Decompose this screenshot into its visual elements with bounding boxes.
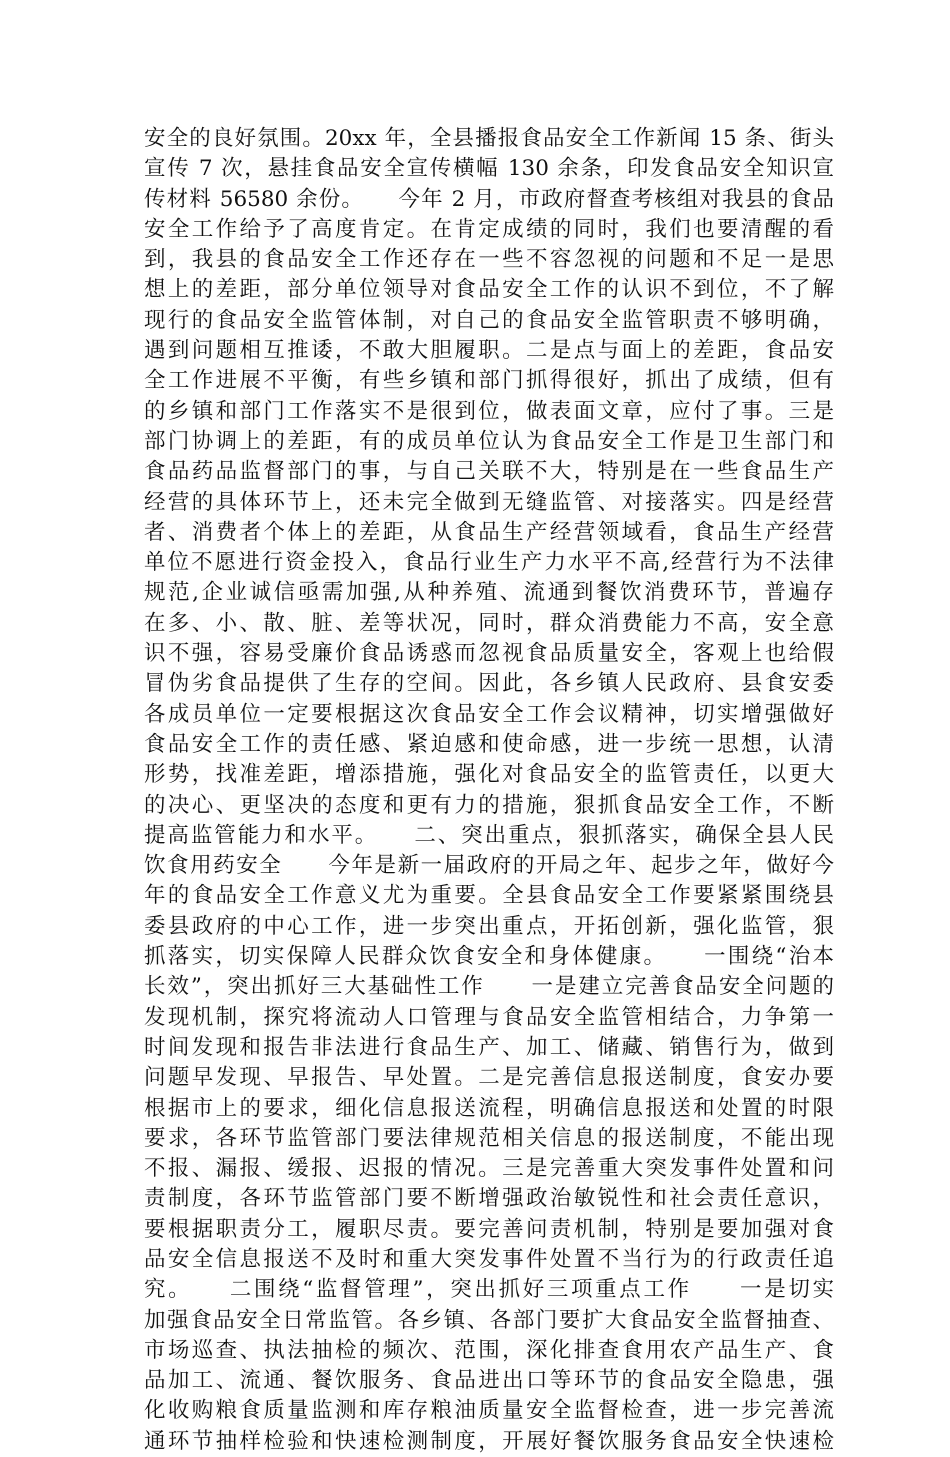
text-line: 食品药品监督部门的事，与自己关联不大，特别是在一些食品生产 — [144, 459, 834, 485]
text-line: 安全的良好氛围。20xx 年，全县播报食品安全工作新闻 15 条、街头 — [144, 126, 834, 151]
text-line: 通环节抽样检验和快速检测制度，开展好餐饮服务食品安全快速检 — [144, 1428, 834, 1454]
text-line: 安全工作给予了高度肯定。在肯定成绩的同时，我们也要清醒的看 — [144, 216, 834, 242]
text-line: 要根据职责分工，履职尽责。要完善问责机制，特别是要加强对食 — [144, 1216, 834, 1242]
text-line: 的乡镇和部门工作落实不是很到位，做表面文章，应付了事。三是 — [144, 398, 834, 424]
text-line: 规范,企业诚信亟需加强,从种养殖、流通到餐饮消费环节，普遍存 — [144, 580, 834, 606]
text-line: 想上的差距，部分单位领导对食品安全工作的认识不到位，不了解 — [144, 277, 834, 303]
text-line: 究。 二围绕“监督管理”，突出抓好三项重点工作 一是切实 — [144, 1277, 834, 1303]
body-text — [144, 124, 834, 1457]
text-line: 的决心、更坚决的态度和更有力的措施，狠抓食品安全工作，不断 — [144, 792, 834, 818]
text-line: 抓落实，切实保障人民群众饮食安全和身体健康。 一围绕“治本 — [144, 944, 834, 970]
text-line: 传材料 56580 余份。 今年 2 月，市政府督查考核组对我县的食品 — [144, 186, 834, 212]
text-line: 饮食用药安全 今年是新一届政府的开局之年、起步之年，做好今 — [144, 853, 834, 879]
text-line: 时间发现和报告非法进行食品生产、加工、储藏、销售行为，做到 — [144, 1034, 834, 1060]
text-line: 经营的具体环节上，还未完全做到无缝监管、对接落实。四是经营 — [144, 489, 834, 515]
text-line: 品加工、流通、餐饮服务、食品进出口等环节的食品安全隐患，强 — [144, 1368, 834, 1394]
text-line: 市场巡查、执法抽检的频次、范围，深化排查食用农产品生产、食 — [144, 1337, 834, 1363]
text-line: 根据市上的要求，细化信息报送流程，明确信息报送和处置的时限 — [144, 1095, 834, 1121]
text-line: 加强食品安全日常监管。各乡镇、各部门要扩大食品安全监督抽查、 — [144, 1307, 834, 1333]
text-line: 冒伪劣食品提供了生存的空间。因此，各乡镇人民政府、县食安委 — [144, 671, 834, 697]
text-line: 不报、漏报、缓报、迟报的情况。三是完善重大突发事件处置和问 — [144, 1156, 834, 1182]
text-line: 长效”，突出抓好三大基础性工作 一是建立完善食品安全问题的 — [144, 974, 834, 1000]
text-line: 食品安全工作的责任感、紧迫感和使命感，进一步统一思想，认清 — [144, 731, 834, 757]
text-line: 单位不愿进行资金投入，食品行业生产力水平不高,经营行为不法律 — [144, 550, 834, 576]
text-line: 各成员单位一定要根据这次食品安全工作会议精神，切实增强做好 — [144, 701, 834, 727]
text-line: 形势，找准差距，增添措施，强化对食品安全的监管责任，以更大 — [144, 762, 834, 788]
text-line: 全工作进展不平衡，有些乡镇和部门抓得很好，抓出了成绩，但有 — [144, 368, 834, 394]
text-line: 责制度，各环节监管部门要不断增强政治敏锐性和社会责任意识， — [144, 1186, 834, 1212]
text-line: 现行的食品安全监管体制，对自己的食品安全监管职责不够明确， — [144, 307, 834, 333]
text-line: 问题早发现、早报告、早处置。二是完善信息报送制度，食安办要 — [144, 1065, 834, 1091]
text-line: 遇到问题相互推诿，不敢大胆履职。二是点与面上的差距，食品安 — [144, 338, 834, 364]
text-line: 宣传 7 次，悬挂食品安全宣传横幅 130 余条，印发食品安全知识宣 — [144, 156, 834, 182]
text-line: 者、消费者个体上的差距，从食品生产经营领域看，食品生产经营 — [144, 519, 834, 545]
text-line: 要求，各环节监管部门要法律规范相关信息的报送制度，不能出现 — [144, 1125, 834, 1151]
text-line: 年的食品安全工作意义尤为重要。全县食品安全工作要紧紧围绕县 — [144, 883, 834, 909]
text-line: 提高监管能力和水平。 二、突出重点，狠抓落实，确保全县人民 — [144, 822, 834, 848]
text-line: 品安全信息报送不及时和重大突发事件处置不当行为的行政责任追 — [144, 1246, 834, 1272]
text-line: 在多、小、散、脏、差等状况，同时，群众消费能力不高，安全意 — [144, 610, 834, 636]
text-line: 识不强，容易受廉价食品诱惑而忽视食品质量安全，客观上也给假 — [144, 641, 834, 667]
text-line: 委县政府的中心工作，进一步突出重点，开拓创新，强化监管，狠 — [144, 913, 834, 939]
text-line: 到，我县的食品安全工作还存在一些不容忽视的问题和不足一是思 — [144, 247, 834, 273]
text-line: 发现机制，探究将流动人口管理与食品安全监管相结合，力争第一 — [144, 1004, 834, 1030]
text-line: 化收购粮食质量监测和库存粮油质量安全监督检查，进一步完善流 — [144, 1398, 834, 1424]
text-line: 部门协调上的差距，有的成员单位认为食品安全工作是卫生部门和 — [144, 428, 834, 454]
